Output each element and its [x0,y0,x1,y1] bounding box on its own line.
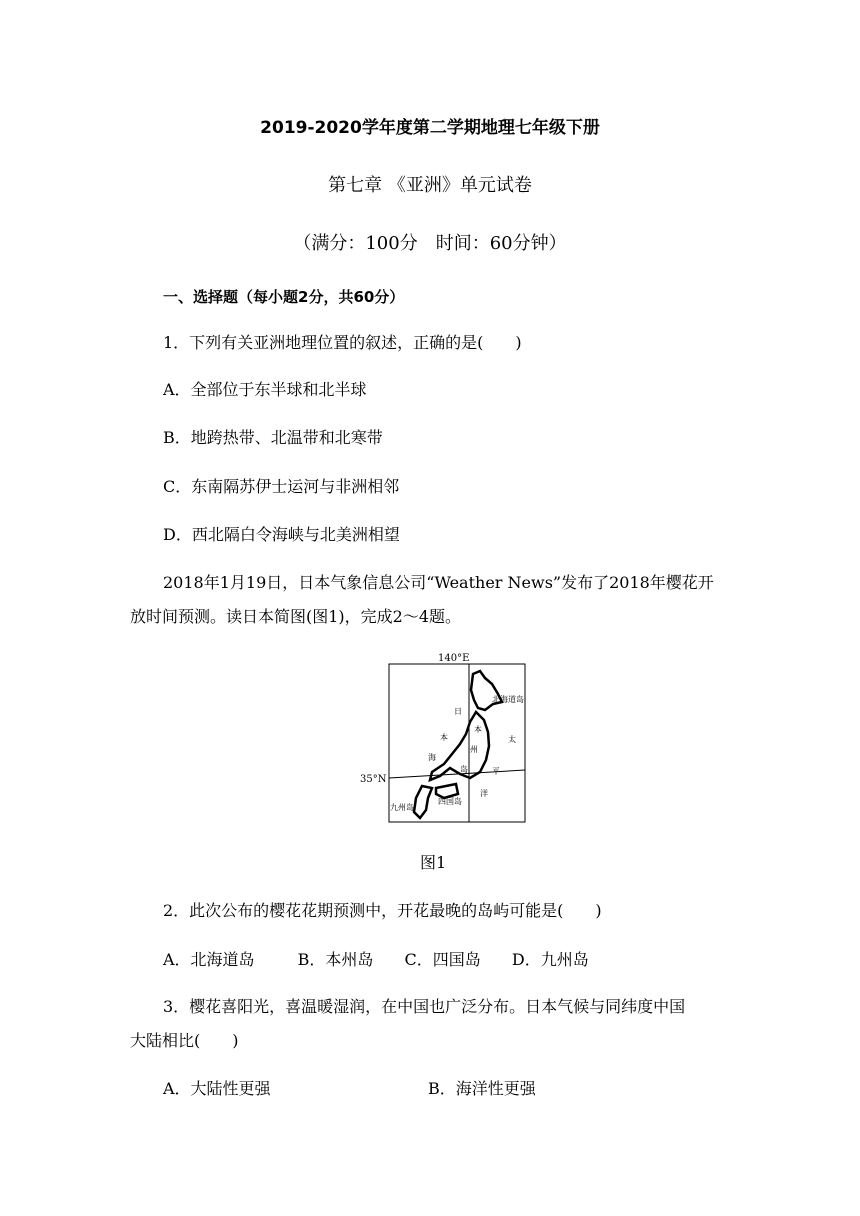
question-1-option-b: B．地跨热带、北温带和北寒带 [163,428,383,447]
map-lat-label: 35°N [360,774,387,785]
map-label-sea-2: 本 [440,733,448,742]
intro-line-2: 放时间预测。读日本简图(图1)，完成2～4题。 [130,607,462,626]
question-1-option-d: D．西北隔白令海峡与北美洲相望 [163,525,400,544]
figure-caption: 图1 [420,853,447,872]
page-title: 2019-2020学年度第二学期地理七年级下册 [260,118,600,138]
map-label-honshu-2: 州 [470,745,478,754]
map-label-sea-1: 日 [454,707,462,716]
question-3-option-a: A．大陆性更强 [163,1079,271,1098]
section-heading: 一、选择题（每小题2分，共60分） [163,288,405,306]
coastline-shikoku [436,784,458,798]
intro-line-1: 2018年1月19日，日本气象信息公司“Weather News”发布了2018年樱花开 [163,573,714,592]
question-3-stem-line-2: 大陆相比( ) [130,1031,239,1050]
question-2-option-d: D．九州岛 [511,950,589,969]
question-1-stem: 1．下列有关亚洲地理位置的叙述，正确的是( ) [163,333,522,352]
map-label-pacific-1: 太 [508,735,516,744]
question-3-stem-line-1: 3．樱花喜阳光，喜温暖湿润，在中国也广泛分布。日本气候与同纬度中国 [163,997,686,1016]
map-label-sea-3: 海 [428,753,436,762]
map-label-kyushu: 九州岛 [390,803,414,812]
question-1-option-c: C．东南隔苏伊士运河与非洲相邻 [163,477,400,496]
exam-meta: （满分：100分 时间：60分钟） [293,233,567,254]
question-2-stem: 2．此次公布的樱花花期预测中，开花最晚的岛屿可能是( ) [163,901,602,920]
map-label-pacific-3: 洋 [480,789,488,798]
question-2-option-b: B．本州岛 [297,950,374,969]
map-label-shikoku: 四国岛 [438,797,462,806]
japan-map-figure [352,648,532,828]
map-label-hokkaido: 北海道岛 [492,695,524,704]
question-2-option-a: A．北海道岛 [163,950,255,969]
coastline-hokkaido [471,671,502,710]
map-label-honshu-1: 本 [474,725,482,734]
question-2-options [163,950,589,970]
question-1-option-a: A．全部位于东半球和北半球 [163,380,367,399]
map-label-pacific-2: 平 [492,767,500,776]
map-label-honshu-3: 岛 [460,765,468,774]
coastline-kyushu [414,786,432,818]
chapter-title: 第七章 《亚洲》单元试卷 [328,175,532,196]
map-lon-label: 140°E [438,653,470,664]
question-3-option-b: B．海洋性更强 [428,1079,536,1098]
question-2-option-c: C．四国岛 [404,950,481,969]
